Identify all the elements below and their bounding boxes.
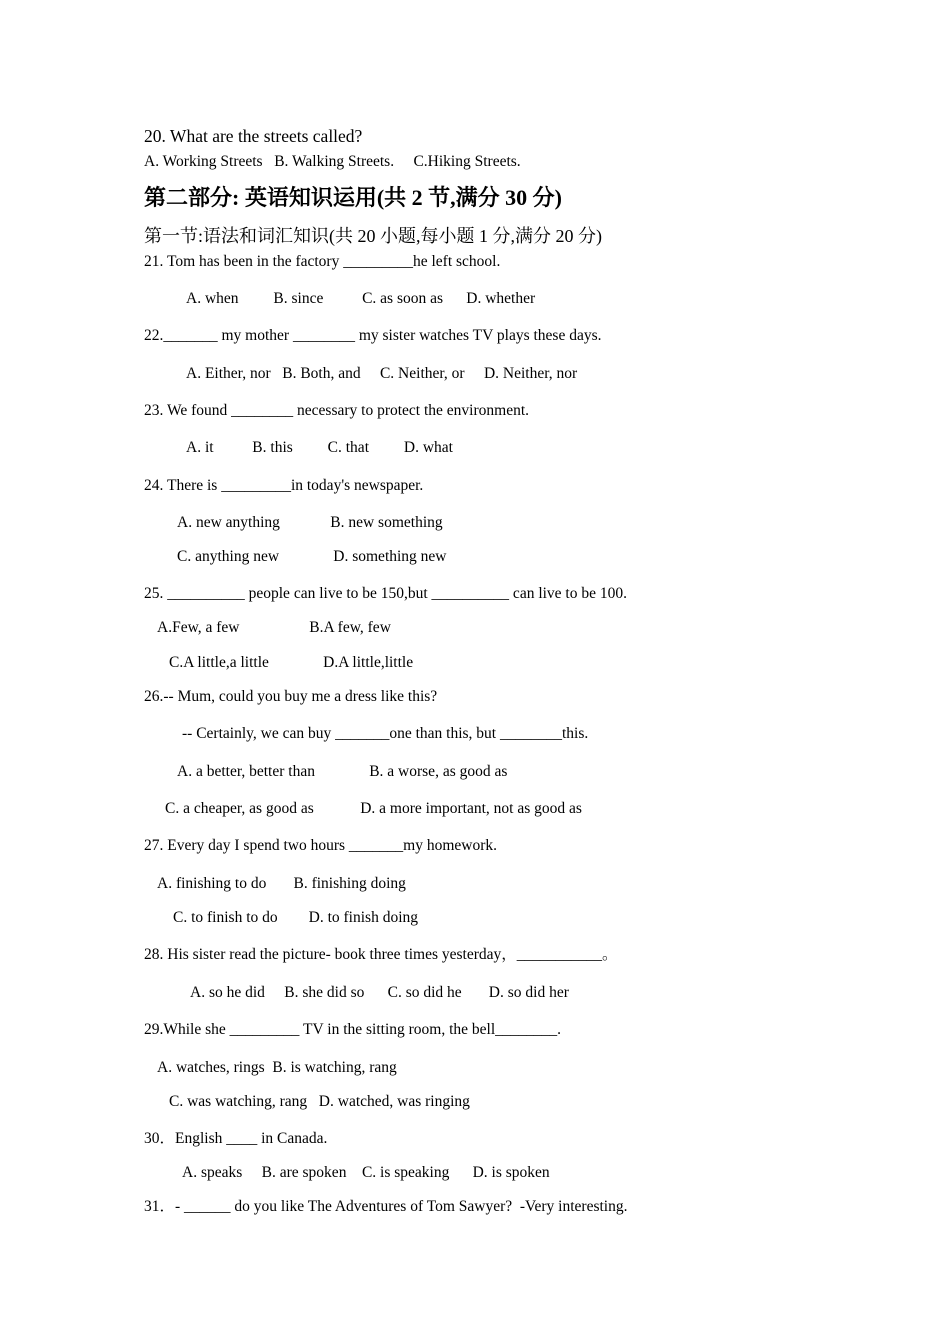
options-22: A. Either, nor B. Both, and C. Neither, or D. Neither, nor (186, 365, 578, 382)
options-27-row2: C. to finish to do D. to finish doing (173, 909, 418, 926)
question-28: 28. His sister read the picture- book three times yesterday，___________。 (144, 946, 618, 963)
options-27-row1: A. finishing to do B. finishing doing (157, 875, 406, 892)
options-25-row2: C.A little,a little D.A little,little (169, 654, 414, 671)
options-28: A. so he did B. she did so C. so did he D. so did her (190, 984, 569, 1001)
question-21: 21. Tom has been in the factory _________he left school. (144, 253, 501, 270)
question-26: 26.-- Mum, could you buy me a dress like this? (144, 688, 438, 705)
question-27: 27. Every day I spend two hours _______my homework. (144, 837, 498, 854)
options-21: A. when B. since C. as soon as D. whether (186, 290, 536, 307)
question-26-reply: -- Certainly, we can buy _______one than this, but ________this. (182, 725, 589, 742)
options-26-row1: A. a better, better than B. a worse, as good as (177, 763, 508, 780)
options-29-row2: C. was watching, rang D. watched, was ringing (169, 1093, 470, 1110)
options-20: A. Working Streets B. Walking Streets. C.Hiking Streets. (144, 153, 521, 170)
options-23: A. it B. this C. that D. what (186, 439, 453, 456)
options-26-row2: C. a cheaper, as good as D. a more important, not as good as (165, 800, 582, 817)
question-24: 24. There is _________in today's newspaper. (144, 477, 424, 494)
options-24-row1: A. new anything B. new something (177, 514, 443, 531)
section-one-heading: 第一节:语法和词汇知识(共 20 小题,每小题 1 分,满分 20 分) (144, 226, 602, 246)
options-30: A. speaks B. are spoken C. is speaking D. is spoken (182, 1164, 550, 1181)
question-25: 25. __________ people can live to be 150,but __________ can live to be 100. (144, 585, 627, 602)
question-31: 31．- ______ do you like The Adventures of Tom Sawyer? -Very interesting. (144, 1198, 628, 1215)
question-20: 20. What are the streets called? (144, 126, 363, 146)
part-two-heading: 第二部分: 英语知识运用(共 2 节,满分 30 分) (144, 185, 562, 210)
question-29: 29.While she _________ TV in the sitting room, the bell________. (144, 1021, 562, 1038)
question-23: 23. We found ________ necessary to protect the environment. (144, 402, 530, 419)
options-25-row1: A.Few, a few B.A few, few (157, 619, 391, 636)
options-24-row2: C. anything new D. something new (177, 548, 447, 565)
question-22: 22._______ my mother ________ my sister watches TV plays these days. (144, 327, 602, 344)
options-29-row1: A. watches, rings B. is watching, rang (157, 1059, 397, 1076)
question-30: 30．English ____ in Canada. (144, 1130, 328, 1147)
